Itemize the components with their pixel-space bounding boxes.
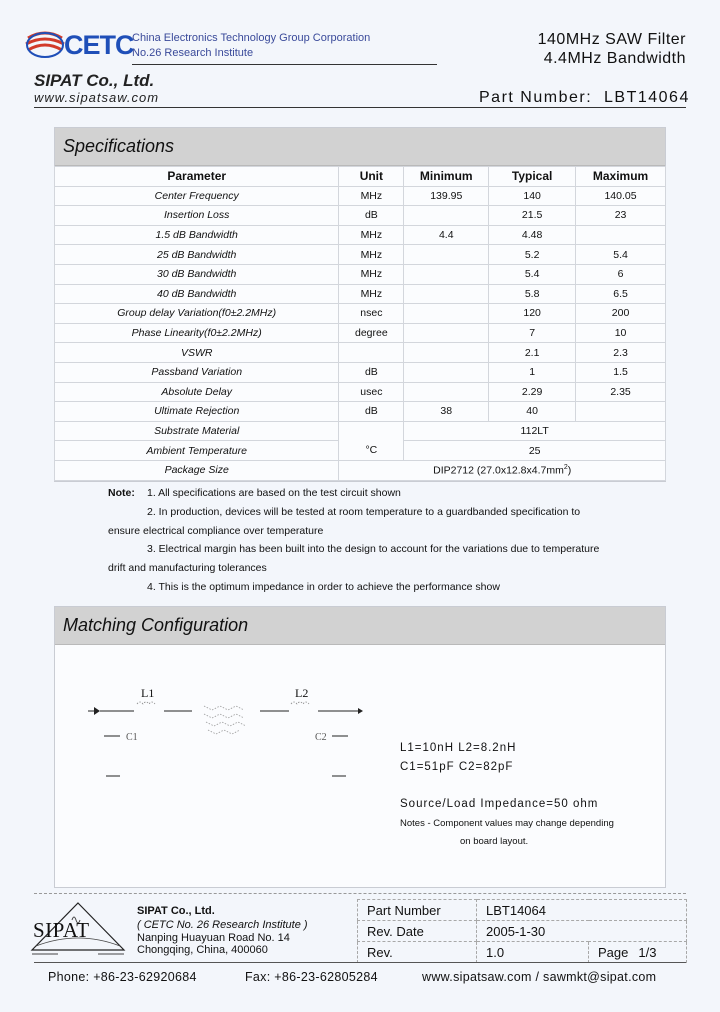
typ-cell: 7 [489, 323, 576, 343]
min-cell [404, 343, 489, 363]
label-l2: L2 [295, 686, 309, 700]
param-cell: Ambient Temperature [55, 441, 339, 461]
table-row [55, 402, 666, 422]
saw-filter-icon [204, 706, 246, 734]
seal-text: SIPAT [33, 918, 90, 942]
max-cell: 23 [576, 206, 666, 226]
footer-page-value: 1/3 [638, 944, 657, 960]
min-cell: 38 [404, 402, 489, 422]
matching-note1: Notes - Component values may change depending [400, 818, 614, 829]
unit-cell: dB [339, 206, 404, 226]
product-bandwidth: 4.4MHz Bandwidth [543, 50, 686, 67]
unit-cell: MHz [339, 225, 404, 245]
unit-cell: °C [339, 421, 404, 460]
min-cell [404, 284, 489, 304]
specifications-table [54, 166, 666, 481]
param-cell: 30 dB Bandwidth [55, 264, 339, 284]
product-title: 140MHz SAW Filter [537, 31, 686, 48]
param-cell: Phase Linearity(f0±2.2MHz) [55, 323, 339, 343]
footer-part-label: Part Number [358, 900, 477, 921]
specifications-title: Specifications [55, 128, 665, 166]
column-header: Minimum [404, 167, 489, 187]
table-row [358, 900, 687, 921]
param-cell: 25 dB Bandwidth [55, 245, 339, 265]
table-row [55, 323, 666, 343]
param-cell: Substrate Material [55, 421, 339, 441]
param-cell: VSWR [55, 343, 339, 363]
footer-phone: Phone: +86-23-62920684 [48, 970, 197, 984]
unit-cell: usec [339, 382, 404, 402]
cetc-logo-icon [24, 28, 66, 60]
min-cell [404, 323, 489, 343]
impedance-text: Source/Load Impedance=50 ohm [400, 798, 599, 810]
label-c2: C2 [315, 732, 327, 743]
typ-cell: 4.48 [489, 225, 576, 245]
footer-info-table [357, 899, 687, 963]
website-link[interactable]: www.sipatsaw.com [34, 90, 160, 105]
typ-cell: 120 [489, 304, 576, 324]
param-cell: Group delay Variation(f0±2.2MHz) [55, 304, 339, 324]
param-cell: 1.5 dB Bandwidth [55, 225, 339, 245]
note-text: drift and manufacturing tolerances [108, 562, 267, 575]
label-c1: C1 [126, 732, 138, 743]
footer-divider [34, 893, 686, 894]
footer-page-label: Page [598, 944, 629, 960]
footer-separator [34, 962, 686, 963]
max-cell: 140.05 [576, 186, 666, 206]
column-header: Typical [489, 167, 576, 187]
footer-contact-link[interactable]: www.sipatsaw.com / sawmkt@sipat.com [422, 970, 657, 984]
footer-company: SIPAT Co., Ltd. [137, 905, 215, 917]
table-row [55, 362, 666, 382]
value-cell: 112LT [404, 421, 666, 441]
footer-address2: Chongqing, China, 400060 [137, 944, 268, 956]
note-text: 2. In production, devices will be tested at room temperature to a guardbanded specification to [147, 505, 581, 518]
typ-cell: 2.1 [489, 343, 576, 363]
note-text: 3. Electrical margin has been built into the design to account for the variations due to temperature [147, 543, 600, 556]
param-cell: Absolute Delay [55, 382, 339, 402]
company-name: SIPAT Co., Ltd. [34, 71, 155, 90]
min-cell: 139.95 [404, 186, 489, 206]
notes-label: Note: [108, 487, 135, 499]
value-cell [339, 460, 666, 480]
footer-page-cell [589, 942, 687, 963]
note-text: 1. All specifications are based on the test circuit shown [147, 487, 401, 499]
min-cell: 4.4 [404, 225, 489, 245]
part-number-label: Part Number: [479, 89, 593, 106]
value-cell: 25 [404, 441, 666, 461]
param-cell: Insertion Loss [55, 206, 339, 226]
max-cell: 1.5 [576, 362, 666, 382]
typ-cell: 21.5 [489, 206, 576, 226]
table-row [55, 421, 666, 441]
unit-cell: dB [339, 402, 404, 422]
unit-cell: dB [339, 362, 404, 382]
min-cell [404, 362, 489, 382]
typ-cell: 1 [489, 362, 576, 382]
typ-cell: 5.8 [489, 284, 576, 304]
footer-part-value: LBT14064 [477, 900, 687, 921]
typ-cell: 2.29 [489, 382, 576, 402]
label-l1: L1 [141, 686, 155, 700]
param-cell: Package Size [55, 460, 339, 480]
unit-cell: MHz [339, 264, 404, 284]
table-row [55, 264, 666, 284]
max-cell: 6 [576, 264, 666, 284]
param-cell: Passband Variation [55, 362, 339, 382]
arrow-icon [88, 707, 100, 715]
package-value: DIP2712 (27.0x12.8x4.7mm [433, 464, 564, 477]
max-cell [576, 402, 666, 422]
max-cell: 2.35 [576, 382, 666, 402]
unit-cell: nsec [339, 304, 404, 324]
footer-revdate-value: 2005-1-30 [477, 921, 687, 942]
param-cell: Ultimate Rejection [55, 402, 339, 422]
footer-fax: Fax: +86-23-62805284 [245, 970, 378, 984]
table-row [358, 942, 687, 963]
max-cell: 5.4 [576, 245, 666, 265]
logo-text: CETC [64, 30, 134, 60]
max-cell: 10 [576, 323, 666, 343]
footer-institute: ( CETC No. 26 Research Institute ) [137, 919, 308, 931]
max-cell: 200 [576, 304, 666, 324]
max-cell [576, 225, 666, 245]
table-row [55, 460, 666, 480]
unit-cell [339, 343, 404, 363]
min-cell [404, 245, 489, 265]
table-row [55, 206, 666, 226]
param-cell: Center Frequency [55, 186, 339, 206]
table-row [358, 921, 687, 942]
table-row [55, 225, 666, 245]
typ-cell: 5.2 [489, 245, 576, 265]
column-header: Parameter [55, 167, 339, 187]
column-header: Unit [339, 167, 404, 187]
header-divider [34, 107, 686, 108]
component-values-line2: C1=51pF C2=82pF [400, 761, 514, 773]
package-sup: 2 [563, 463, 568, 471]
typ-cell: 40 [489, 402, 576, 422]
unit-cell: MHz [339, 245, 404, 265]
table-row [55, 245, 666, 265]
table-row [55, 304, 666, 324]
footer-rev-label: Rev. [358, 942, 477, 963]
footer-rev-value: 1.0 [477, 942, 589, 963]
component-values-line1: L1=10nH L2=8.2nH [400, 742, 517, 754]
param-cell: 40 dB Bandwidth [55, 284, 339, 304]
table-header-row [55, 167, 666, 187]
table-row [55, 382, 666, 402]
note-item [108, 484, 599, 503]
min-cell [404, 264, 489, 284]
inductor-l1-icon [137, 702, 155, 704]
arrow-icon [356, 708, 363, 714]
org-name-line2: No.26 Research Institute [132, 47, 254, 59]
footer-revdate-label: Rev. Date [358, 921, 477, 942]
package-close: ) [567, 464, 572, 477]
matching-title: Matching Configuration [55, 607, 665, 645]
table-row [55, 186, 666, 206]
org-divider [132, 64, 437, 65]
unit-cell: degree [339, 323, 404, 343]
min-cell [404, 382, 489, 402]
note-text: ensure electrical compliance over temperature [108, 524, 324, 537]
max-cell: 6.5 [576, 284, 666, 304]
max-cell: 2.3 [576, 343, 666, 363]
part-number-value: LBT14064 [604, 89, 690, 106]
table-row [55, 284, 666, 304]
note-text: 4. This is the optimum impedance in order to achieve the performance show [147, 580, 500, 593]
notes-block [108, 484, 599, 597]
unit-cell: MHz [339, 186, 404, 206]
typ-cell: 140 [489, 186, 576, 206]
min-cell [404, 206, 489, 226]
matching-note2: on board layout. [460, 836, 529, 847]
unit-cell: MHz [339, 284, 404, 304]
table-row [55, 343, 666, 363]
footer-address1: Nanping Huayuan Road No. 14 [137, 932, 290, 944]
org-name-line1: China Electronics Technology Group Corporation [132, 32, 371, 44]
typ-cell: 5.4 [489, 264, 576, 284]
min-cell [404, 304, 489, 324]
inductor-l2-icon [291, 702, 309, 704]
column-header: Maximum [576, 167, 666, 187]
